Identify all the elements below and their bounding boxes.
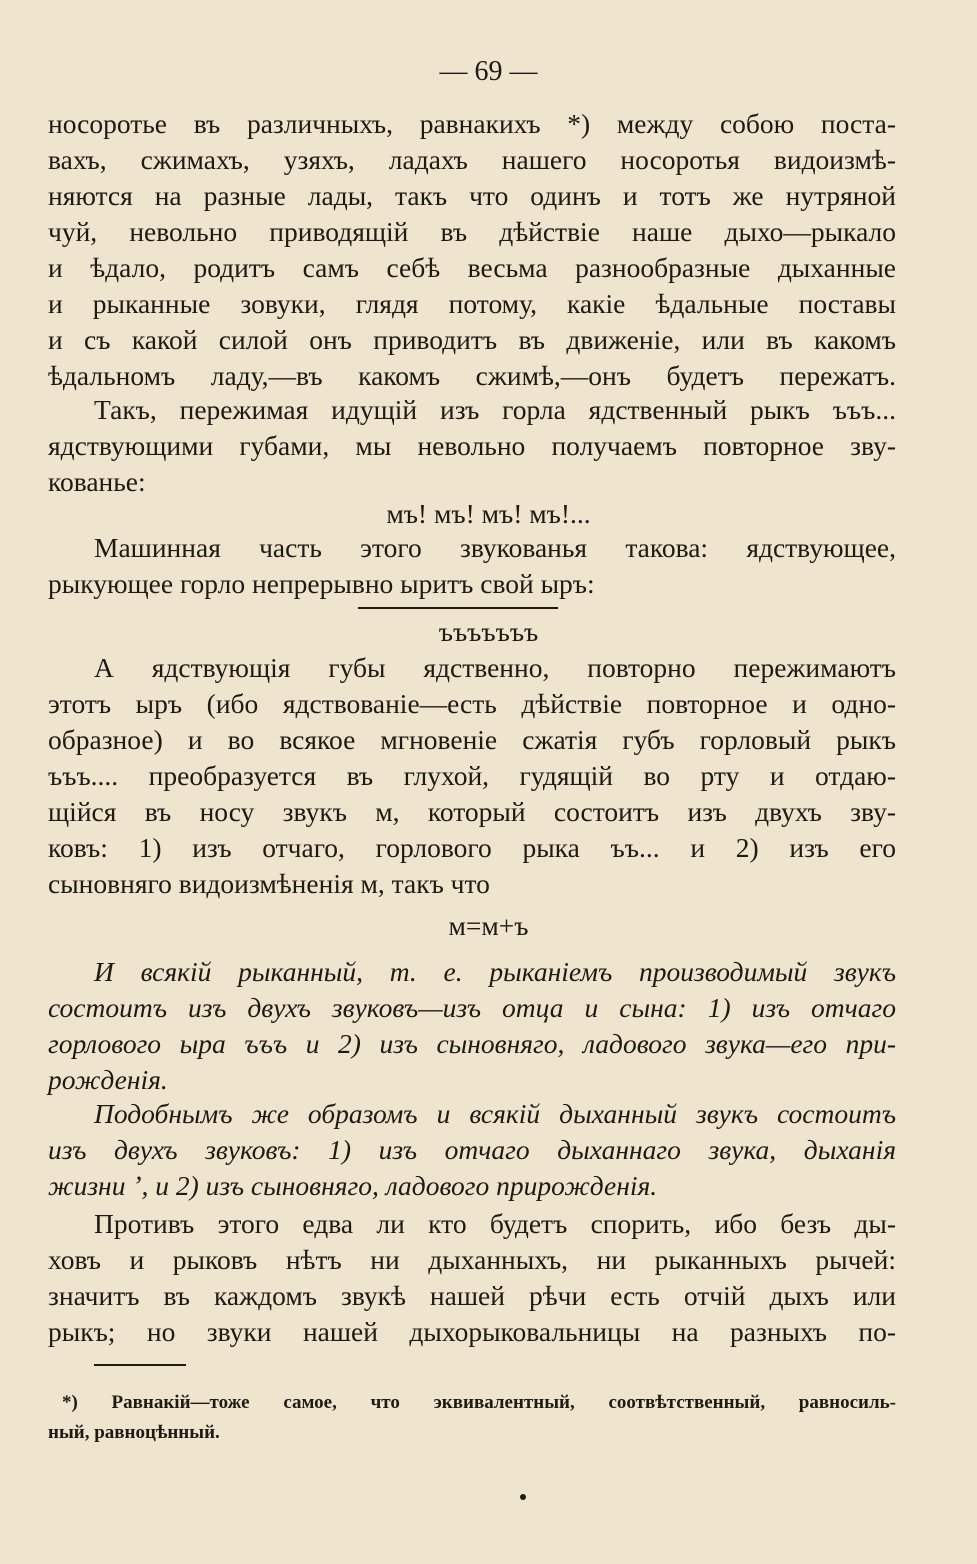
text-line: этотъ ыръ (ибо ядствованіе—есть дѣйствіе повторное и одно- xyxy=(48,688,896,719)
text-line: чуй, невольно приводящій въ дѣйствіе наше дыхо—рыкало xyxy=(48,216,896,247)
text-line: рожденія. xyxy=(48,1064,168,1095)
example-line: ъъъъъъъ xyxy=(438,616,539,647)
text-line: рыкующее горло непрерывно ыритъ свой ыръ: xyxy=(48,568,595,599)
page-number: — 69 — xyxy=(439,56,538,87)
text-line: значитъ въ каждомъ звукѣ нашей рѣчи есть отчій дыхъ или xyxy=(48,1280,896,1311)
text-line: Противъ этого едва ли кто будетъ спорить, ибо безъ ды- xyxy=(94,1208,896,1239)
text-line: И всякій рыканный, т. е. рыканіемъ производимый звукъ xyxy=(94,956,896,987)
text-line: жизни ʼ, и 2) изъ сыновняго, ладового прирожденія. xyxy=(48,1170,658,1201)
text-line: изъ двухъ звуковъ: 1) изъ отчаго дыханнаго звука, дыханія xyxy=(48,1134,896,1165)
text-line: горлового ыра ъъъ и 2) изъ сыновняго, ладового звука—его при- xyxy=(48,1028,896,1059)
text-line: рыкъ; но звуки нашей дыхорыковальницы на разныхъ по- xyxy=(48,1316,896,1347)
text-line: и съ какой силой онъ приводитъ въ движеніе, или въ какомъ xyxy=(48,324,896,355)
text-line: ховъ и рыковъ нѣтъ ни дыханныхъ, ни рыканныхъ рычей: xyxy=(48,1244,896,1275)
text-line: и рыканные зовуки, глядя потому, какіе ѣдальные поставы xyxy=(48,288,896,319)
footnote-rule xyxy=(94,1364,186,1366)
text-line: вахъ, сжимахъ, узяхъ, ладахъ нашего носоротья видоизмѣ- xyxy=(48,144,896,175)
text-line: ѣдальномъ ладу,—въ какомъ сжимѣ,—онъ будетъ пережатъ. xyxy=(48,360,896,391)
text-line: ядствующими губами, мы невольно получаемъ повторное зву- xyxy=(48,430,896,461)
text-line: А ядствующія губы ядственно, повторно пережимаютъ xyxy=(94,652,896,683)
text-line: Такъ, пережимая идущій изъ горла ядственный рыкъ ъъъ... xyxy=(94,394,896,425)
text-line: ковъ: 1) изъ отчаго, горлового рыка ъъ... и 2) изъ его xyxy=(48,832,896,863)
text-line: щійся въ носу звукъ м, который состоитъ изъ двухъ зву- xyxy=(48,796,896,827)
text-line: и ѣдало, родитъ самъ себѣ весьма разнообразные дыханные xyxy=(48,252,896,283)
text-line: Подобнымъ же образомъ и всякій дыханный звукъ состоитъ xyxy=(94,1098,896,1129)
text-line: ъъъ.... преобразуется въ глухой, гудящій во рту и отдаю- xyxy=(48,760,896,791)
footnote-line: *) Равнакій—тоже самое, что эквивалентный, соотвѣтственный, равносиль- xyxy=(62,1392,896,1413)
print-speck xyxy=(520,1494,526,1500)
text-line: образное) и во всякое мгновеніе сжатія губъ горловый рыкъ xyxy=(48,724,896,755)
text-line: носоротье въ различныхъ, равнакихъ *) между собою поста- xyxy=(48,108,896,139)
text-line: Машинная часть этого звукованья такова: ядствующее, xyxy=(94,532,896,563)
text-line: состоитъ изъ двухъ звуковъ—изъ отца и сына: 1) изъ отчаго xyxy=(48,992,896,1023)
text-line: кованье: xyxy=(48,466,146,497)
footnote-line: ный, равноцѣнный. xyxy=(48,1422,220,1443)
example-line: мъ! мъ! мъ! мъ!... xyxy=(386,498,591,529)
formula: м=м+ъ xyxy=(448,910,529,941)
text-line: сыновняго видоизмѣненія м, такъ что xyxy=(48,868,490,899)
example-rule xyxy=(358,607,558,609)
text-line: няются на разные лады, такъ что одинъ и тотъ же нутряной xyxy=(48,180,896,211)
